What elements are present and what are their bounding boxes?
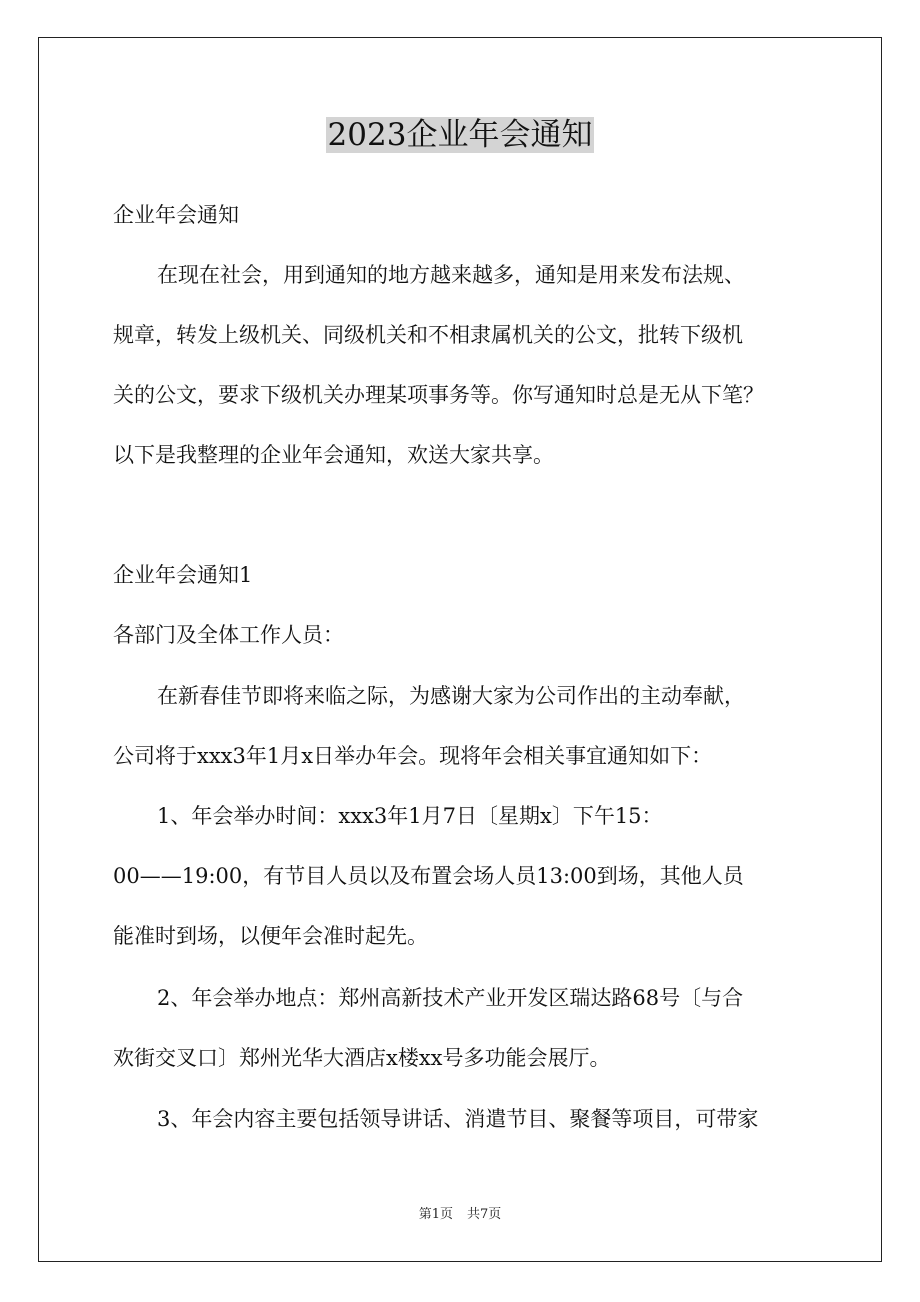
body-line-1: 在新春佳节即将来临之际，为感谢大家为公司作出的主动奉献，: [157, 684, 745, 708]
document-title: 2023企业年会通知: [327, 117, 593, 153]
body-line-8: 3、年会内容主要包括领导讲话、消遣节目、聚餐等项目，可带家: [157, 1107, 759, 1131]
body-line-2: 公司将于xxx3年1月x日举办年会。现将年会相关事宜通知如下：: [113, 744, 713, 768]
body-line-6: 2、年会举办地点：郑州高新技术产业开发区瑞达路68号〔与合: [157, 986, 744, 1010]
body-line-4: 00——19:00，有节目人员以及布置会场人员13:00到场，其他人员: [113, 864, 744, 888]
page-footer: [0, 1205, 920, 1225]
page-number: 第1页: [418, 1207, 453, 1222]
intro-line-1: 在现在社会，用到通知的地方越来越多，通知是用来发布法规、: [157, 263, 745, 287]
salutation: 各部门及全体工作人员：: [113, 623, 344, 647]
body-line-3: 1、年会举办时间：xxx3年1月7日〔星期x〕下午15：: [157, 804, 663, 828]
document-subtitle: 企业年会通知: [113, 203, 239, 227]
intro-line-4: 以下是我整理的企业年会通知，欢送大家共享。: [113, 443, 554, 467]
body-line-7: 欢街交叉口〕郑州光华大酒店x楼xx号多功能会展厅。: [113, 1046, 611, 1070]
body-line-5: 能准时到场，以便年会准时起先。: [113, 924, 428, 948]
page-total: 共7页: [467, 1207, 502, 1222]
section-heading: 企业年会通知1: [113, 563, 253, 587]
intro-line-3: 关的公文，要求下级机关办理某项事务等。你写通知时总是无从下笔？: [113, 383, 764, 407]
intro-line-2: 规章，转发上级机关、同级机关和不相隶属机关的公文，批转下级机: [113, 323, 743, 347]
